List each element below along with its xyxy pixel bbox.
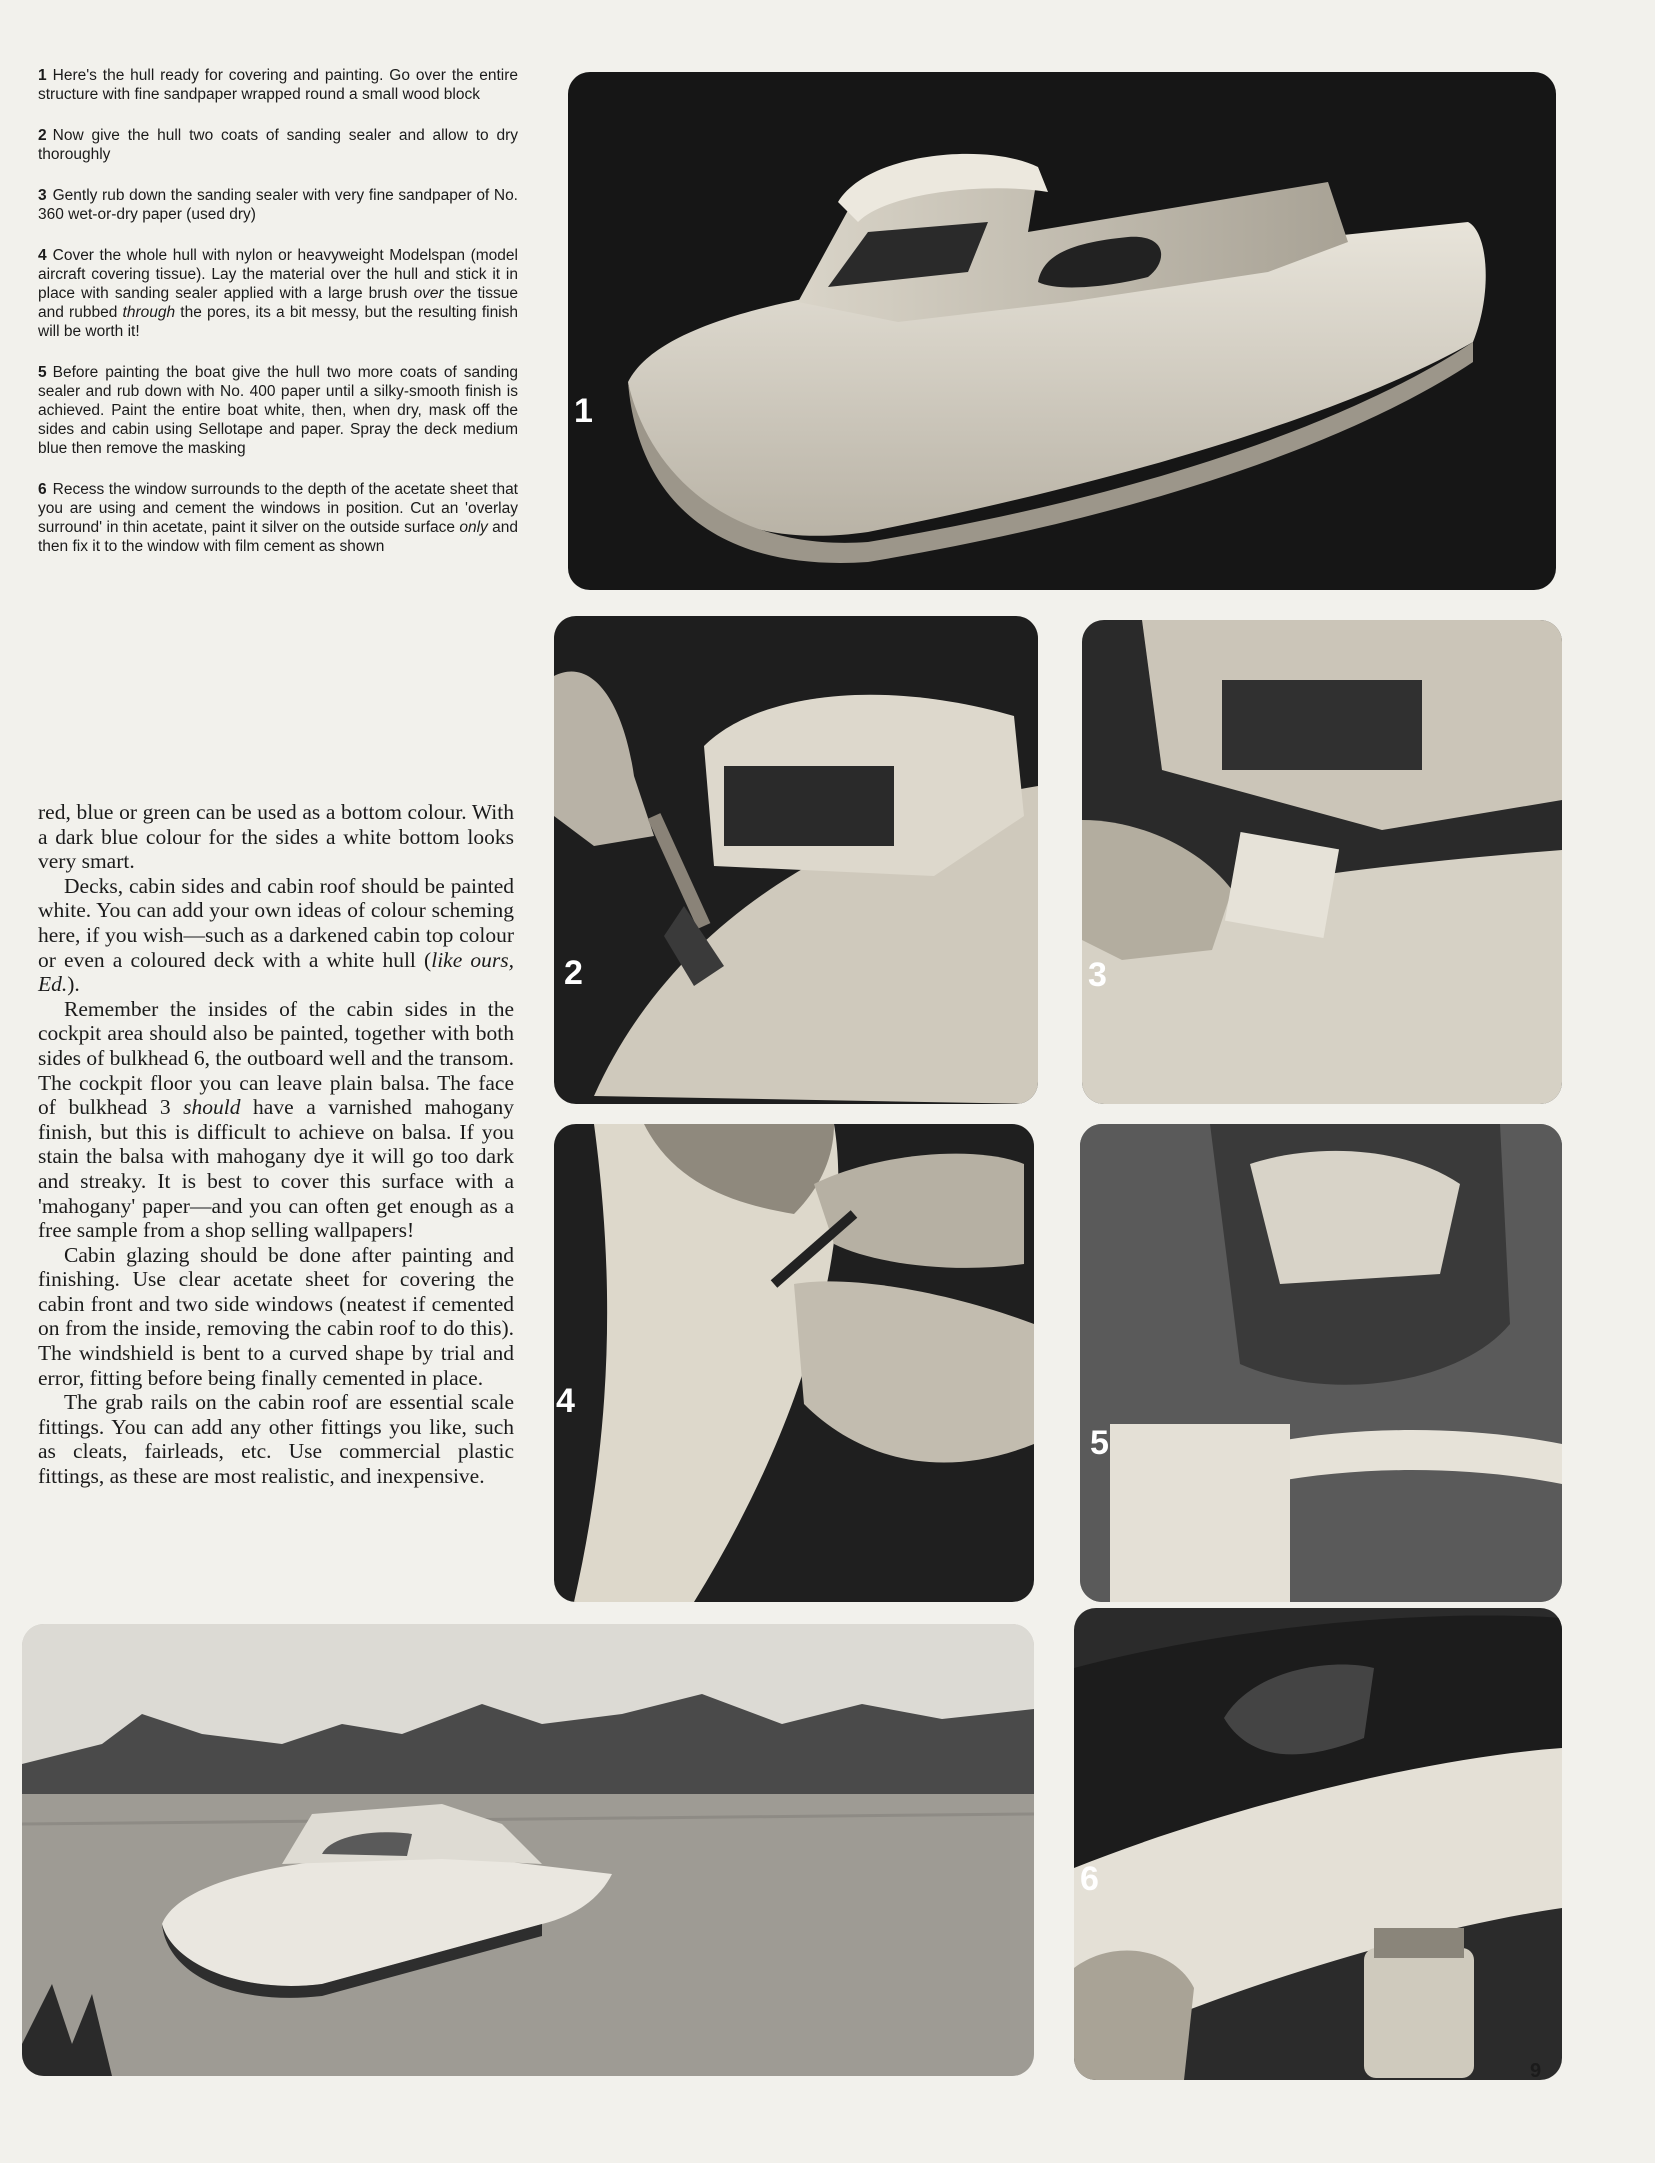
caption-4: 4 Cover the whole hull with nylon or heavyweight Modelspan (model aircraft covering tissue). Lay the material over the hull and stick it in place with sanding sealer applied with a large brush over the tissue and rubbed through the pores, its a bit messy, but the resulting finish will be worth it! (38, 247, 518, 340)
boat-on-water-illustration (22, 1624, 1034, 2076)
photo-number: 4 (556, 1382, 575, 1420)
page-number: 9 (1530, 2060, 1542, 2082)
photo-5-painted (1080, 1124, 1562, 1602)
painted-illustration (1080, 1124, 1562, 1602)
photo-number: 6 (1080, 1860, 1099, 1898)
caption-5: 5 Before painting the boat give the hull two more coats of sanding sealer and rub down with No. 400 paper until a silky-smooth finish is achieved. Paint the entire boat white, then, when dry, mask off the sides and cabin using Sellotape and paper. Spray the deck medium blue then remove the masking (38, 364, 518, 457)
caption-3: 3 Gently rub down the sanding sealer with very fine sandpaper of No. 360 wet-or-dry paper (used dry) (38, 187, 518, 223)
sealer-illustration (554, 616, 1038, 1104)
photo-captions (38, 66, 518, 556)
body-paragraph: red, blue or green can be used as a bottom colour. With a dark blue colour for the sides a white bottom looks very smart. (38, 800, 514, 874)
photo-6-window (1074, 1608, 1562, 2080)
photo-number: 1 (574, 392, 593, 430)
article-body (38, 800, 514, 1489)
caption-6: 6 Recess the window surrounds to the depth of the acetate sheet that you are using and cement the windows in position. Cut an 'overlay surround' in thin acetate, paint it silver on the outside surface only and then fix it to the window with film cement as shown (38, 481, 518, 555)
body-paragraph: The grab rails on the cabin roof are essential scale fittings. You can add any other fittings you like, such as cleats, fairleads, etc. Use commercial plastic fittings, as these are most realistic, and inexpensive. (38, 1390, 514, 1489)
body-paragraph: Cabin glazing should be done after painting and finishing. Use clear acetate sheet for covering the cabin front and two side windows (neatest if cemented on from the inside, removing the cabin roof to do this). The windshield is bent to a curved shape by trial and error, fitting before being finally cemented in place. (38, 1242, 514, 1390)
photo-boat-on-water (22, 1624, 1034, 2076)
covering-illustration (554, 1124, 1034, 1602)
photo-number: 3 (1088, 956, 1107, 994)
photo-1-hull (568, 72, 1556, 590)
body-paragraph: Decks, cabin sides and cabin roof should be painted white. You can add your own ideas of colour scheming here, if you wish—such as a darkened cabin top colour or even a coloured deck with a white hull (like ours, Ed.). (38, 873, 514, 997)
photo-number: 2 (564, 954, 583, 992)
window-illustration (1074, 1608, 1562, 2080)
photo-number: 5 (1090, 1424, 1109, 1462)
photo-3-rubbing (1082, 620, 1562, 1104)
rubbing-illustration (1082, 620, 1562, 1104)
hull-illustration (568, 72, 1556, 590)
photo-4-covering (554, 1124, 1034, 1602)
photo-2-sealer (554, 616, 1038, 1104)
caption-1: 1 Here's the hull ready for covering and painting. Go over the entire structure with fine sandpaper wrapped round a small wood block (38, 67, 518, 103)
body-paragraph: Remember the insides of the cabin sides in the cockpit area should also be painted, together with both sides of bulkhead 6, the outboard well and the transom. The cockpit floor you can leave plain balsa. The face of bulkhead 3 should have a varnished mahogany finish, but this is difficult to achieve on balsa. If you stain the balsa with mahogany dye it will go too dark and streaky. It is best to cover this surface with a 'mahogany' paper—and you can often get enough as a free sample from a shop selling wallpapers! (38, 996, 515, 1243)
caption-2: 2 Now give the hull two coats of sanding sealer and allow to dry thoroughly (38, 127, 518, 163)
